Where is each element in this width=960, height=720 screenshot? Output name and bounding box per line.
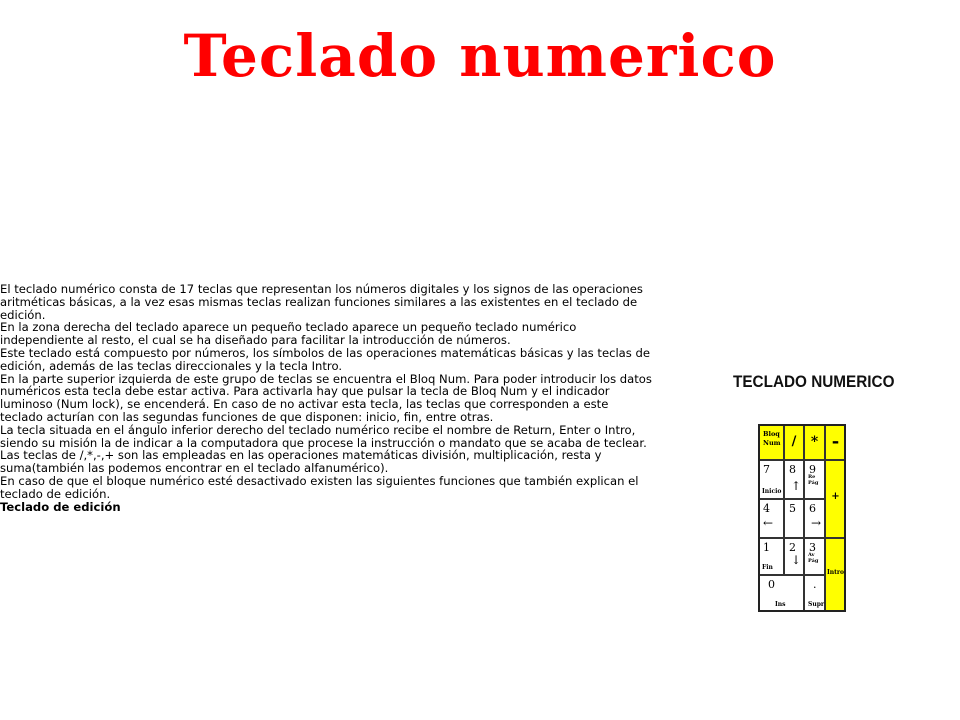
- key-label: 3: [809, 541, 816, 554]
- key-label: Intro: [826, 569, 845, 576]
- key-sublabel: Av Pág: [808, 552, 819, 564]
- key-label: 0: [768, 578, 775, 591]
- paragraph: En caso de que el bloque numérico esté desactivado existen las siguientes funciones que también explican el teclado de edición.: [0, 473, 639, 501]
- paragraph: Las teclas de /,*,-,+ son las empleadas en las operaciones matemáticas división, multiplicación, resta y suma(también las podemos encontrar en el teclado alfanumérico).: [0, 448, 602, 476]
- key-label: Num: [763, 439, 781, 447]
- key-label: *: [810, 434, 819, 450]
- key-label: 9: [809, 463, 816, 476]
- figure-caption: TECLADO NUMERICO: [733, 372, 895, 391]
- arrow-right-icon: →: [811, 516, 822, 530]
- arrow-down-icon: ↓: [791, 553, 802, 567]
- key-label: 8: [789, 463, 796, 476]
- key-label: 4: [763, 502, 770, 515]
- key-label: .: [813, 578, 817, 591]
- key-label: 6: [809, 502, 816, 515]
- key-sublabel: Supr: [808, 601, 825, 608]
- subheading: Teclado de edición: [0, 499, 121, 514]
- key-label: +: [831, 491, 840, 502]
- paragraph: La tecla situada en el ángulo inferior derecho del teclado numérico recibe el nombre de Return, Enter o Intro, siendo su misión la de indicar a la computadora que procese la instrucción o mandato que se acaba de teclear.: [0, 422, 647, 450]
- numeric-keypad-figure: [758, 424, 846, 612]
- paragraph: El teclado numérico consta de 17 teclas que representan los números digitales y los signos de las operaciones aritméticas básicas, a la vez esas mismas teclas realizan funciones similares a las existentes en el teclado de edición.: [0, 282, 643, 322]
- arrow-up-icon: ↑: [791, 479, 802, 493]
- key-label: 7: [763, 463, 770, 476]
- key-label: -: [831, 431, 840, 452]
- paragraph: En la zona derecha del teclado aparece un pequeño teclado aparece un pequeño teclado numérico independiente al resto, el cual se ha diseñado para facilitar la introducción de números.: [0, 320, 577, 348]
- key-label: 5: [789, 502, 796, 515]
- page-title: Teclado numerico: [183, 22, 777, 90]
- key-sublabel: Fin: [762, 564, 773, 571]
- key-label: /: [791, 434, 797, 449]
- body-text: [0, 283, 652, 513]
- key-sublabel: Re Pág: [808, 474, 819, 486]
- keypad-border: [758, 424, 846, 612]
- arrow-left-icon: ←: [763, 516, 774, 530]
- key-label: Bloq: [763, 430, 780, 438]
- key-sublabel: Ins: [775, 601, 786, 608]
- key-sublabel: Inicio: [762, 488, 782, 495]
- key-label: 2: [789, 541, 796, 554]
- key-label: 1: [763, 541, 770, 554]
- paragraph: En la parte superior izquierda de este grupo de teclas se encuentra el Bloq Num. Para poder introducir los datos numéricos esta tecla debe estar activa. Para activarla hay que pulsar la tecla de Bloq Num y el indicador luminoso (Num lock), se encenderá. En caso de no activar esta tecla, las teclas que corresponden a este teclado acturían con las segundas funciones de que disponen: inicio, fin, entre otras.: [0, 371, 652, 424]
- paragraph: Este teclado está compuesto por números, los símbolos de las operaciones matemáticas básicas y las teclas de edición, además de las teclas direccionales y la tecla Intro.: [0, 345, 651, 373]
